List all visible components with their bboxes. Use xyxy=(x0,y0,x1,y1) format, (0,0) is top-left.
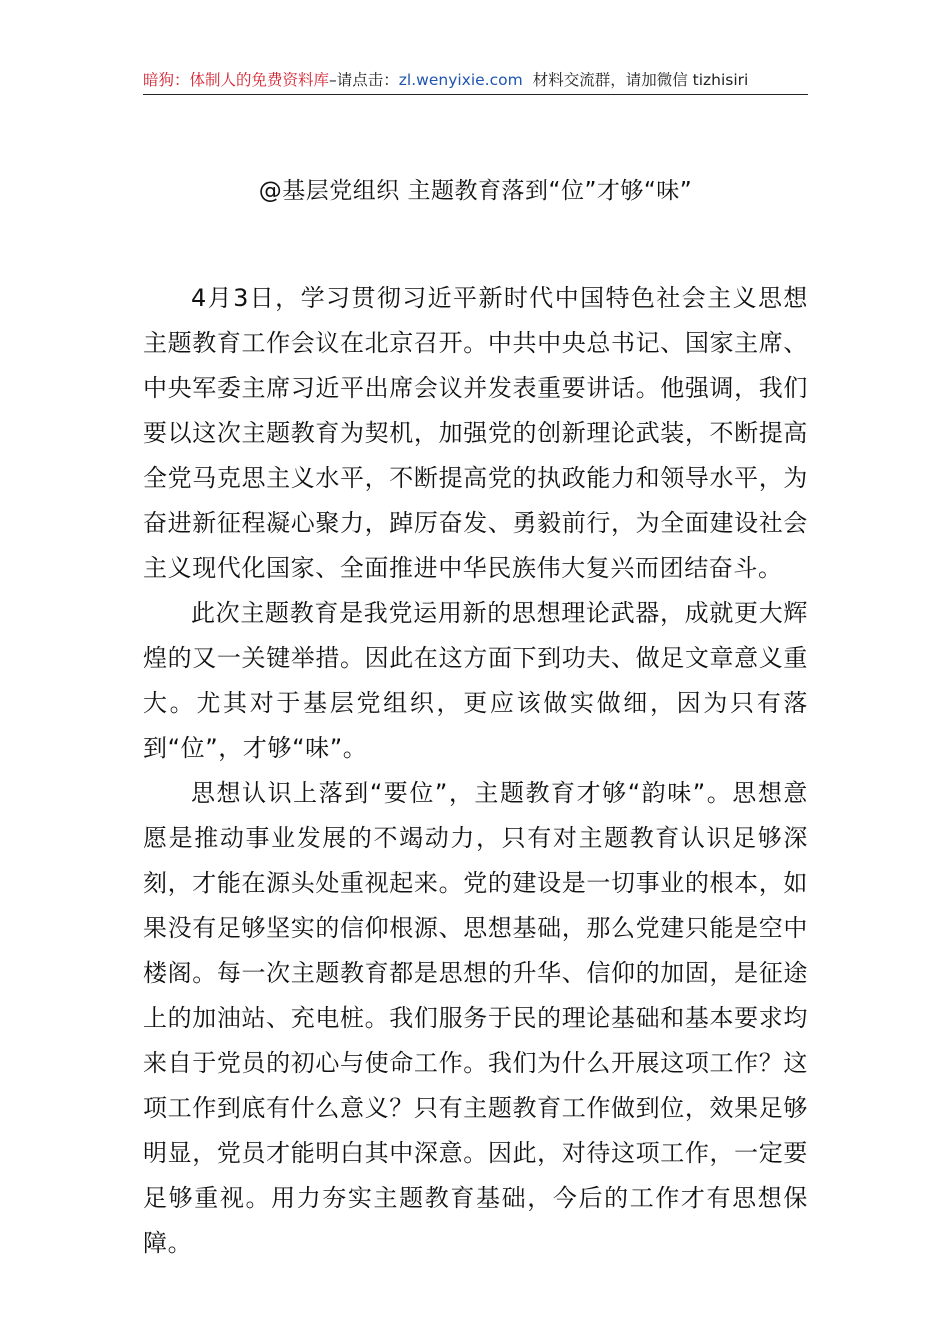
header-click-prefix: –请点击： xyxy=(329,71,399,89)
article-paragraph: 4月3日，学习贯彻习近平新时代中国特色社会主义思想主题教育工作会议在北京召开。中共中央总书记、国家主席、中央军委主席习近平出席会议并发表重要讲话。他强调，我们要以这次主题教育为契机，加强党的创新理论武装，不断提高全党马克思主义水平，不断提高党的执政能力和领导水平，为奋进新征程凝心聚力，踔厉奋发、勇毅前行，为全面建设社会主义现代化国家、全面推进中华民族伟大复兴而团结奋斗。 xyxy=(143,284,808,582)
header-group-note: 材料交流群，请加微信 tizhisiri xyxy=(532,71,749,89)
article-paragraph: 此次主题教育是我党运用新的思想理论武器，成就更大辉煌的又一关键举措。因此在这方面下到功夫、做足文章意义重大。尤其对于基层党组织，更应该做实做细，因为只有落到“位”，才够“味”。 xyxy=(143,599,808,762)
header-site-name: 暗狗：体制人的免费资料库 xyxy=(143,71,330,89)
article-paragraph: 思想认识上落到“要位”，主题教育才够“韵味”。思想意愿是推动事业发展的不竭动力，只有对主题教育认识足够深刻，才能在源头处重视起来。党的建设是一切事业的根本，如果没有足够坚实的信仰根源、思想基础，那么党建只能是空中楼阁。每一次主题教育都是思想的升华、信仰的加固，是征途上的加油站、充电桩。我们服务于民的理论基础和基本要求均来自于党员的初心与使命工作。我们为什么开展这项工作？这项工作到底有什么意义？只有主题教育工作做到位，效果足够明显，党员才能明白其中深意。因此，对待这项工作，一定要足够重视。用力夯实主题教育基础，今后的工作才有思想保障。 xyxy=(143,779,808,1257)
article-title: @基层党组织 主题教育落到“位”才够“味” xyxy=(258,178,693,204)
page-header xyxy=(143,68,808,95)
article-body xyxy=(143,276,808,1266)
header-site-link[interactable]: zl.wenyixie.com xyxy=(398,71,523,89)
